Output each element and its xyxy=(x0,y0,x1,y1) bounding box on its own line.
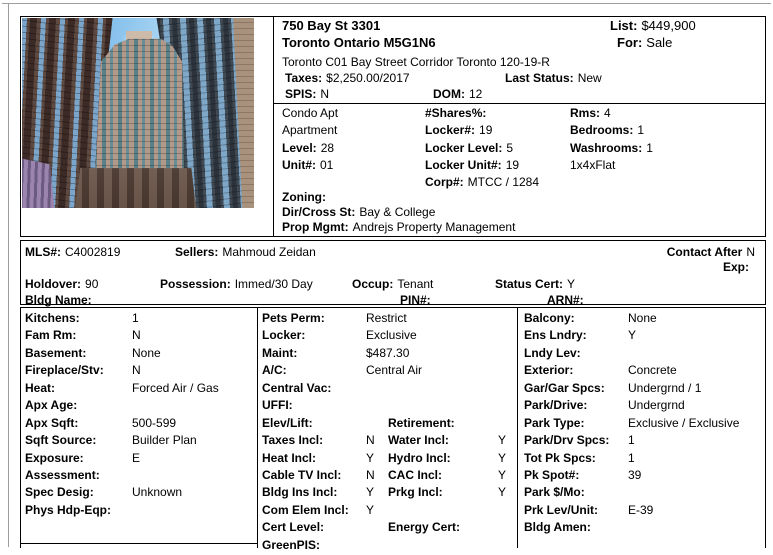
detail-label: Cable TV Incl: xyxy=(262,467,342,482)
detail-row xyxy=(25,503,257,520)
detail-row xyxy=(25,311,257,328)
for-label: For: xyxy=(617,35,643,50)
arn-label: ARN#: xyxy=(547,293,584,307)
detail-value: Concrete xyxy=(628,363,677,378)
detail-value: 39 xyxy=(628,467,642,482)
detail-value: Y xyxy=(498,485,507,500)
detail-value: None xyxy=(132,345,161,360)
detail-row xyxy=(25,468,257,485)
detail-value: Builder Plan xyxy=(132,433,197,448)
for-value: Sale xyxy=(646,35,673,50)
pin-label: PIN#: xyxy=(400,293,431,307)
field-corp xyxy=(425,175,539,189)
detail-value: Y xyxy=(366,450,375,465)
detail-row xyxy=(262,416,518,433)
detail-row xyxy=(25,346,257,363)
detail-label: Tot Pk Spcs: xyxy=(524,450,596,465)
page-frame-top xyxy=(2,3,771,4)
property-type-line1: Condo Apt xyxy=(282,106,339,120)
detail-value: Restrict xyxy=(366,311,407,325)
detail-row xyxy=(524,363,765,380)
detail-row xyxy=(25,328,257,345)
detail-row xyxy=(262,363,518,380)
exp-label: Exp: xyxy=(722,260,749,274)
dom-value: 12 xyxy=(469,87,483,101)
detail-row xyxy=(25,363,257,380)
detail-label: Fam Rm: xyxy=(25,328,77,343)
detail-label: Apx Sqft: xyxy=(25,415,79,430)
detail-label: Taxes Incl: xyxy=(262,433,324,448)
field-for xyxy=(617,36,672,50)
detail-label: Park/Drive: xyxy=(524,398,588,413)
detail-value: Undergrnd / 1 xyxy=(628,380,702,395)
detail-label: Park Type: xyxy=(524,415,585,430)
field-possession xyxy=(160,277,313,291)
photo-cell xyxy=(21,17,273,236)
detail-row xyxy=(262,433,518,450)
detail-row xyxy=(524,451,765,468)
list-label: List: xyxy=(610,18,638,33)
detail-row xyxy=(524,328,765,345)
detail-value: Y xyxy=(628,328,637,343)
field-taxes xyxy=(285,71,410,85)
field-contact-after xyxy=(667,245,755,259)
detail-label: Spec Desig: xyxy=(25,485,94,500)
field-bedrooms xyxy=(570,123,644,137)
detail-label: UFFI: xyxy=(262,398,293,413)
detail-row xyxy=(524,311,765,328)
sellers-label: Sellers: xyxy=(175,245,219,259)
detail-label: Prkg Incl: xyxy=(388,485,443,500)
detail-value: $487.30 xyxy=(366,345,410,360)
detail-value: Y xyxy=(366,485,375,500)
detail-label: Central Vac: xyxy=(262,380,332,395)
detail-label: Elev/Lift: xyxy=(262,415,313,430)
field-locker-level xyxy=(425,141,513,155)
field-sellers xyxy=(175,245,316,259)
locker-level-value: 5 xyxy=(506,141,514,155)
address-line1: 750 Bay St 3301 xyxy=(282,18,381,33)
field-spis xyxy=(285,87,329,101)
occup-value: Tenant xyxy=(397,277,434,291)
details-box xyxy=(20,307,766,552)
mls-value: C4002819 xyxy=(65,245,121,259)
field-rms xyxy=(570,106,611,120)
washrooms-value: 1 xyxy=(646,141,653,155)
field-holdover xyxy=(25,277,98,291)
field-shares xyxy=(425,106,490,120)
detail-row xyxy=(262,451,518,468)
holdover-value: 90 xyxy=(85,277,99,291)
field-status-cert xyxy=(495,277,575,291)
detail-row xyxy=(25,451,257,468)
info-cell xyxy=(273,17,765,236)
detail-label: Gar/Gar Spcs: xyxy=(524,380,605,395)
detail-value: N xyxy=(366,467,375,482)
detail-row xyxy=(262,398,518,415)
field-occup xyxy=(352,277,433,291)
occup-label: Occup: xyxy=(352,277,394,291)
unit-value: 01 xyxy=(320,158,334,172)
washrooms-label: Washrooms: xyxy=(570,141,643,155)
spis-value: N xyxy=(320,87,330,101)
detail-label: Ens Lndry: xyxy=(524,328,587,343)
top-summary-box xyxy=(20,16,766,237)
field-unit xyxy=(282,158,333,172)
detail-label: A/C: xyxy=(262,363,287,378)
detail-label: Park $/Mo: xyxy=(524,485,585,500)
field-locker-num xyxy=(425,123,492,137)
address-line2: Toronto Ontario M5G1N6 xyxy=(282,35,436,50)
detail-value: None xyxy=(628,311,657,325)
locker-num-label: Locker#: xyxy=(425,123,476,137)
corp-label: Corp#: xyxy=(425,175,464,189)
bedrooms-value: 1 xyxy=(637,123,645,137)
detail-label: GreenPIS: xyxy=(262,537,321,552)
detail-value: Y xyxy=(366,502,375,517)
field-locker-unit xyxy=(425,158,519,172)
listing-photo xyxy=(22,18,254,208)
list-value: $449,900 xyxy=(641,18,696,33)
detail-row xyxy=(25,398,257,415)
possession-value: Immed/30 Day xyxy=(234,277,313,291)
detail-label: CAC Incl: xyxy=(388,467,442,482)
field-dir-cross xyxy=(282,205,435,219)
detail-label: Hydro Incl: xyxy=(388,450,451,465)
detail-row xyxy=(262,520,518,537)
spis-label: SPIS: xyxy=(285,87,317,101)
rms-value: 4 xyxy=(604,106,611,120)
field-pin xyxy=(400,293,435,307)
detail-label: Com Elem Incl: xyxy=(262,502,349,517)
detail-label: Assessment: xyxy=(25,467,100,482)
washroom-detail: 1x4xFlat xyxy=(570,158,616,172)
detail-value: Forced Air / Gas xyxy=(132,380,219,395)
shares-label: #Shares%: xyxy=(425,106,487,120)
detail-value: 500-599 xyxy=(132,415,177,430)
detail-row xyxy=(524,433,765,450)
detail-row xyxy=(524,468,765,485)
detail-value: 1 xyxy=(132,311,139,325)
details-middle-column xyxy=(257,308,518,552)
detail-row xyxy=(524,346,765,363)
sellers-value: Mahmoud Zeidan xyxy=(222,245,316,259)
zoning-label: Zoning: xyxy=(282,190,326,204)
detail-row xyxy=(524,398,765,415)
unit-label: Unit#: xyxy=(282,158,316,172)
detail-row xyxy=(25,433,257,450)
detail-value: N xyxy=(132,328,141,343)
detail-label: Cert Level: xyxy=(262,520,325,535)
field-washrooms xyxy=(570,141,653,155)
detail-value: 1 xyxy=(628,450,635,465)
detail-value: Y xyxy=(498,450,507,465)
detail-label: Heat Incl: xyxy=(262,450,317,465)
bedrooms-label: Bedrooms: xyxy=(570,123,634,137)
prop-mgmt-label: Prop Mgmt: xyxy=(282,220,349,234)
locker-num-value: 19 xyxy=(479,123,493,137)
field-level xyxy=(282,141,334,155)
contact-after-value: N xyxy=(746,245,755,259)
locker-unit-value: 19 xyxy=(505,158,520,172)
detail-label: Basement: xyxy=(25,345,87,360)
detail-value: N xyxy=(132,363,141,378)
detail-label: Prk Lev/Unit: xyxy=(524,502,599,517)
detail-row xyxy=(262,485,518,502)
detail-row xyxy=(524,503,765,520)
detail-label: Energy Cert: xyxy=(388,520,461,535)
detail-row xyxy=(25,485,257,502)
detail-row xyxy=(25,416,257,433)
dir-cross-value: Bay & College xyxy=(359,205,436,219)
details-right-column xyxy=(517,308,765,548)
property-type-line2: Apartment xyxy=(282,123,338,137)
field-mls xyxy=(25,245,120,259)
rms-label: Rms: xyxy=(570,106,601,120)
mls-label: MLS#: xyxy=(25,245,61,259)
detail-row xyxy=(262,328,518,345)
detail-value: 1 xyxy=(628,433,635,448)
holdover-label: Holdover: xyxy=(25,277,82,291)
contact-after-label: Contact After xyxy=(666,245,743,259)
detail-value: E-39 xyxy=(628,502,654,517)
corp-value: MTCC / 1284 xyxy=(467,175,540,189)
detail-row xyxy=(524,520,765,537)
field-arn xyxy=(547,293,588,307)
field-exp xyxy=(723,260,753,274)
detail-label: Heat: xyxy=(25,380,56,395)
details-left-column xyxy=(21,308,257,544)
status-cert-value: Y xyxy=(567,277,576,291)
level-value: 28 xyxy=(320,141,335,155)
detail-label: Park/Drv Spcs: xyxy=(524,433,610,448)
info-divider xyxy=(274,103,765,104)
detail-row xyxy=(524,485,765,502)
locker-level-label: Locker Level: xyxy=(425,141,503,155)
detail-label: Pets Perm: xyxy=(262,311,325,325)
detail-row xyxy=(262,381,518,398)
detail-label: Kitchens: xyxy=(25,311,80,325)
field-prop-mgmt xyxy=(282,220,515,234)
field-bldg-name xyxy=(25,293,96,307)
detail-value: Central Air xyxy=(366,363,423,378)
detail-row xyxy=(262,311,518,328)
taxes-label: Taxes: xyxy=(285,71,323,85)
dir-cross-label: Dir/Cross St: xyxy=(282,205,356,219)
detail-label: Balcony: xyxy=(524,311,575,325)
taxes-value: $2,250.00/2017 xyxy=(326,71,410,85)
detail-value: Y xyxy=(498,433,507,448)
detail-value: Undergrnd xyxy=(628,398,685,413)
detail-label: Water Incl: xyxy=(388,433,449,448)
community-line: Toronto C01 Bay Street Corridor Toronto 120-19-R xyxy=(282,55,550,69)
detail-label: Bldg Ins Incl: xyxy=(262,485,338,500)
prop-mgmt-value: Andrejs Property Management xyxy=(352,220,516,234)
field-dom xyxy=(433,87,482,101)
field-last-status xyxy=(505,71,602,85)
detail-label: Fireplace/Stv: xyxy=(25,363,104,378)
detail-value: Y xyxy=(498,467,507,482)
level-label: Level: xyxy=(282,141,317,155)
page-frame-left xyxy=(8,3,9,547)
listing-box xyxy=(20,240,766,305)
detail-label: Locker: xyxy=(262,328,306,343)
detail-value: E xyxy=(132,450,141,465)
detail-label: Exposure: xyxy=(25,450,84,465)
detail-row xyxy=(262,468,518,485)
detail-label: Phys Hdp-Eqp: xyxy=(25,502,111,517)
detail-row xyxy=(262,346,518,363)
detail-row xyxy=(262,538,518,555)
field-zoning xyxy=(282,190,330,204)
detail-value: N xyxy=(366,433,375,448)
last-status-value: New xyxy=(577,71,602,85)
detail-label: Lndy Lev: xyxy=(524,345,581,360)
detail-row xyxy=(524,381,765,398)
detail-value: Unknown xyxy=(132,485,183,500)
detail-label: Exterior: xyxy=(524,363,574,378)
detail-label: Retirement: xyxy=(388,415,455,430)
detail-label: Sqft Source: xyxy=(25,433,97,448)
detail-value: Exclusive xyxy=(366,328,417,343)
dom-label: DOM: xyxy=(433,87,465,101)
possession-label: Possession: xyxy=(160,277,231,291)
field-list-price xyxy=(610,19,696,33)
detail-label: Apx Age: xyxy=(25,398,78,413)
locker-unit-label: Locker Unit#: xyxy=(425,158,502,172)
detail-row xyxy=(524,416,765,433)
bldg-name-label: Bldg Name: xyxy=(25,293,92,307)
detail-row xyxy=(262,503,518,520)
detail-row xyxy=(25,381,257,398)
detail-label: Bldg Amen: xyxy=(524,520,591,535)
last-status-label: Last Status: xyxy=(505,71,574,85)
detail-label: Maint: xyxy=(262,345,298,360)
status-cert-label: Status Cert: xyxy=(495,277,564,291)
detail-label: Pk Spot#: xyxy=(524,467,580,482)
detail-value: Exclusive / Exclusive xyxy=(628,415,740,430)
